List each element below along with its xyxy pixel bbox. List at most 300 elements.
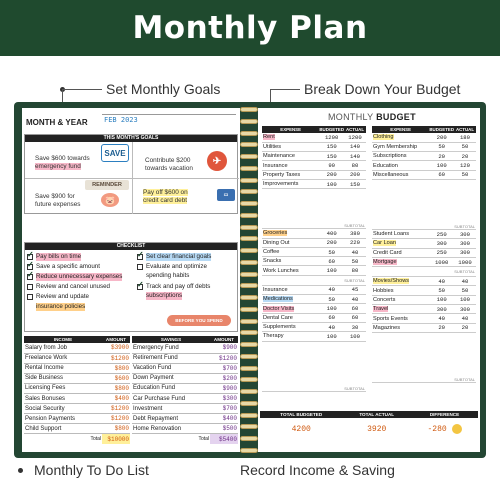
checklist-item-label: spending habits <box>146 272 190 279</box>
budgeted-value: 20 <box>429 323 454 332</box>
row-amount: $1200 <box>102 404 130 414</box>
checklist-item-continued <box>36 303 85 311</box>
budgeted-value: 250 <box>429 229 454 238</box>
budget-row <box>372 305 476 314</box>
save-sticker-text: SAVE <box>104 148 126 158</box>
row-label: Freelance Work <box>24 353 102 363</box>
binding-ring <box>240 342 258 347</box>
expense-name: Insurance <box>262 161 319 170</box>
checkbox-checked[interactable] <box>137 284 143 290</box>
checkbox[interactable] <box>27 294 33 300</box>
expense-highlight: Car Loan <box>373 240 397 247</box>
expense-name: Concerts <box>372 295 429 304</box>
total-budgeted-value: 4200 <box>291 424 311 434</box>
actual-value: 50 <box>454 142 476 151</box>
actual-value: 300 <box>454 239 476 248</box>
budgeted-value: 50 <box>429 142 454 151</box>
binding-ring <box>240 424 258 429</box>
spiral-binding <box>240 104 258 456</box>
expense-name <box>372 305 429 314</box>
expense-name: Work Lunches <box>262 266 319 275</box>
row-label: Emergency Fund <box>132 343 210 353</box>
before-you-spend-text: BEFORE YOU SPEND <box>175 318 223 323</box>
callout-goals: Set Monthly Goals <box>106 81 221 97</box>
subtotal: SUBTOTAL <box>372 332 476 382</box>
row-amount: $700 <box>210 404 238 414</box>
income-rows <box>24 343 130 434</box>
table-row <box>24 373 130 383</box>
budgeted-value: 50 <box>319 247 344 256</box>
binding-ring <box>240 377 258 382</box>
budget-row <box>372 257 476 266</box>
checklist-item[interactable] <box>27 293 89 301</box>
expense-header: EXPENSE <box>372 126 429 133</box>
budgeted-value: 60 <box>319 313 344 322</box>
goal-3-text: Save $900 for <box>35 193 75 200</box>
row-amount: $800 <box>102 363 130 373</box>
checklist-item-label: subscriptions <box>146 292 183 299</box>
budgeted-value: 100 <box>429 295 454 304</box>
binding-ring <box>240 201 258 206</box>
goal-3 <box>35 193 99 209</box>
total-actual-value: 3920 <box>367 424 387 434</box>
budget-row <box>372 286 476 295</box>
actual-value: 50 <box>454 170 476 179</box>
expense-highlight: Clothing <box>373 134 394 141</box>
budget-row <box>262 313 366 322</box>
budget-group <box>372 133 476 179</box>
budget-row <box>262 266 366 275</box>
table-row <box>132 424 238 434</box>
table-row <box>24 414 130 424</box>
budgeted-value: 300 <box>429 239 454 248</box>
row-label: Sales Bonuses <box>24 393 102 403</box>
subtotal: SUBTOTAL <box>262 275 366 285</box>
expense-name: Magazines <box>372 323 429 332</box>
checklist-item-label: Review and cancel unused <box>36 283 110 290</box>
budget-row <box>372 248 476 257</box>
left-page <box>22 108 240 452</box>
actual-value: 1000 <box>454 257 476 266</box>
row-label: Rental Income <box>24 363 102 373</box>
actual-header: ACTUAL <box>345 127 365 132</box>
binding-ring <box>240 448 258 453</box>
checklist-item[interactable] <box>137 263 207 271</box>
row-label: Investment <box>132 404 210 414</box>
savings-total-label: Total <box>198 436 209 443</box>
row-label: Salary from Job <box>24 343 102 353</box>
binding-ring <box>240 225 258 230</box>
expense-name: Student Loans <box>372 229 429 238</box>
budget-row <box>262 170 366 179</box>
expense-name <box>372 277 429 286</box>
table-row <box>132 373 238 383</box>
save-sticker <box>101 144 129 162</box>
binding-ring <box>240 154 258 159</box>
monthly-budget-title <box>328 112 416 122</box>
row-amount: $600 <box>102 373 130 383</box>
budget-row <box>262 257 366 266</box>
binding-ring <box>240 330 258 335</box>
checklist-box <box>24 242 238 332</box>
actual-value: 20 <box>454 152 476 161</box>
budgeted-value: 100 <box>319 304 344 313</box>
expense-highlight: Rent <box>263 134 275 141</box>
budgeted-value: 50 <box>429 286 454 295</box>
expense-name: Property Taxes <box>262 170 319 179</box>
expense-name: Coffee <box>262 247 319 256</box>
actual-value: 140 <box>344 142 366 151</box>
actual-value: 40 <box>454 277 476 286</box>
budget-row <box>372 152 476 161</box>
actual-value: 300 <box>454 305 476 314</box>
budgeted-value: 150 <box>319 152 344 161</box>
checklist-item-continued <box>146 272 189 280</box>
budgeted-value: 40 <box>319 285 344 294</box>
expense-highlight: Mortgage <box>373 259 397 266</box>
subtotal: SUBTOTAL <box>372 179 476 229</box>
row-amount: $700 <box>210 363 238 373</box>
budgeted-value: 100 <box>319 266 344 275</box>
budgeted-value: 300 <box>429 305 454 314</box>
piggy-sticker: 🐷 <box>101 193 119 207</box>
binding-ring <box>240 166 258 171</box>
binding-ring <box>240 295 258 300</box>
binding-ring <box>240 436 258 441</box>
budgeted-value: 100 <box>429 161 454 170</box>
budget-row <box>372 133 476 142</box>
actual-value: 100 <box>344 332 366 341</box>
reminder-sticker <box>85 180 129 190</box>
budget-row <box>262 304 366 313</box>
row-amount: $200 <box>210 373 238 383</box>
income-table <box>24 336 130 444</box>
income-amount-header: AMOUNT <box>102 336 130 343</box>
expense-highlight: Movies/Shows <box>373 278 410 285</box>
actual-header: ACTUAL <box>455 127 475 132</box>
title-banner <box>0 0 500 56</box>
expense-highlight: Medications <box>263 296 293 303</box>
budget-column-1 <box>262 126 366 392</box>
checklist-item-label: insurance policies <box>36 303 86 310</box>
actual-value: 150 <box>344 179 366 188</box>
actual-value: 380 <box>344 229 366 238</box>
expense-name: Utilities <box>262 142 319 151</box>
checkbox[interactable] <box>137 264 143 270</box>
income-total: $10000 <box>102 434 130 444</box>
table-row <box>24 353 130 363</box>
budget-column-2 <box>372 126 476 383</box>
expense-name <box>262 133 319 142</box>
subtotal: SUBTOTAL <box>262 341 366 391</box>
expense-name: Credit Card <box>372 248 429 257</box>
budgeted-value: 20 <box>429 152 454 161</box>
actual-value: 20 <box>454 323 476 332</box>
budgeted-value: 100 <box>319 179 344 188</box>
actual-value: 140 <box>344 152 366 161</box>
checkbox[interactable] <box>27 284 33 290</box>
month-year-label: MONTH & YEAR <box>26 118 88 127</box>
row-amount: $3900 <box>102 343 130 353</box>
row-label: Home Renovation <box>132 424 210 434</box>
row-label: Licensing Fees <box>24 383 102 393</box>
budget-row <box>262 295 366 304</box>
expense-highlight: Doctor Visits <box>263 305 295 312</box>
actual-value: 30 <box>344 322 366 331</box>
binding-ring <box>240 178 258 183</box>
table-row <box>132 404 238 414</box>
before-you-spend-sticker <box>167 315 231 326</box>
expense-name <box>262 295 319 304</box>
budget-row <box>372 170 476 179</box>
goal-1-highlight: emergency fund <box>35 163 81 170</box>
expense-name: Miscellaneous <box>372 170 429 179</box>
goal-3-text-2: future expenses <box>35 201 81 208</box>
budgeted-value: 200 <box>429 133 454 142</box>
income-header: INCOME <box>24 336 102 343</box>
expense-name: Maintenance <box>262 152 319 161</box>
binding-ring <box>240 142 258 147</box>
expense-name <box>262 229 319 238</box>
actual-value: 80 <box>344 161 366 170</box>
table-row <box>132 393 238 403</box>
binding-ring <box>240 236 258 241</box>
binding-ring <box>240 307 258 312</box>
goals-callout-line <box>62 89 102 90</box>
checkbox-checked[interactable] <box>137 254 143 260</box>
expense-header: EXPENSE <box>262 126 319 133</box>
table-row <box>132 363 238 373</box>
checklist-item[interactable] <box>27 263 100 271</box>
expense-name <box>372 257 429 266</box>
expense-name: Education <box>372 161 429 170</box>
row-label: Retirement Fund <box>132 353 210 363</box>
budgeted-value: 200 <box>319 238 344 247</box>
actual-value: 60 <box>344 304 366 313</box>
binding-ring <box>240 260 258 265</box>
expense-name: Gym Membership <box>372 142 429 151</box>
budget-row <box>372 142 476 151</box>
actual-value: 45 <box>344 285 366 294</box>
budgeted-value: 40 <box>429 277 454 286</box>
budget-row <box>262 238 366 247</box>
budgeted-value: 400 <box>319 229 344 238</box>
table-row <box>132 383 238 393</box>
checklist-item-label: Evaluate and optimize <box>146 263 207 270</box>
binding-ring <box>240 248 258 253</box>
budget-row <box>262 229 366 238</box>
reminder-sticker-text: REMINDER <box>92 182 122 188</box>
savings-rows <box>132 343 238 434</box>
budget-row <box>262 133 366 142</box>
row-amount: $500 <box>210 424 238 434</box>
table-row <box>132 343 238 353</box>
actual-value: 100 <box>454 295 476 304</box>
title-budget: BUDGET <box>376 112 416 122</box>
expense-name <box>372 133 429 142</box>
expense-name: Sports Events <box>372 314 429 323</box>
budget-row <box>262 332 366 341</box>
table-row <box>24 424 130 434</box>
goals-box <box>24 134 238 214</box>
actual-value: 60 <box>344 313 366 322</box>
budget-row <box>262 179 366 188</box>
budget-group <box>262 285 366 341</box>
row-amount: $400 <box>102 393 130 403</box>
callout-todo: Monthly To Do List <box>34 462 149 478</box>
budget-row <box>372 229 476 238</box>
expense-highlight: Groceries <box>263 230 288 237</box>
row-label: Social Security <box>24 404 102 414</box>
budget-row <box>262 142 366 151</box>
actual-value: 300 <box>454 248 476 257</box>
checklist-item-label: Review and update <box>36 293 89 300</box>
table-row <box>132 353 238 363</box>
checklist-item[interactable] <box>27 253 81 261</box>
actual-value: 50 <box>454 286 476 295</box>
row-amount: $900 <box>210 383 238 393</box>
checklist-item-continued <box>146 292 182 300</box>
checklist-header: CHECKLIST <box>25 243 237 250</box>
budgeted-value: 1200 <box>319 133 344 142</box>
budgeted-header: BUDGETED <box>429 127 454 132</box>
table-row <box>24 404 130 414</box>
budgeted-value: 40 <box>319 322 344 331</box>
checklist-item[interactable] <box>27 283 110 291</box>
binding-ring <box>240 189 258 194</box>
checklist-item-label: Track and pay off debts <box>146 283 211 290</box>
goal-4-highlight: credit card debt <box>143 197 188 204</box>
row-amount: $1200 <box>102 353 130 363</box>
actual-value: 40 <box>344 247 366 256</box>
actual-value: 40 <box>344 295 366 304</box>
goals-divider-h <box>25 178 239 179</box>
row-label: Pension Payments <box>24 414 102 424</box>
budget-row <box>262 161 366 170</box>
table-row <box>132 414 238 424</box>
row-amount: $800 <box>102 383 130 393</box>
budget-row <box>262 322 366 331</box>
row-label: Down Payment <box>132 373 210 383</box>
budgeted-header: BUDGETED <box>319 127 344 132</box>
row-label: Vacation Fund <box>132 363 210 373</box>
checklist-item[interactable] <box>137 283 210 291</box>
binding-ring <box>240 272 258 277</box>
actual-value: 120 <box>454 161 476 170</box>
expense-name: Improvements <box>262 179 319 188</box>
row-amount: $1200 <box>210 353 238 363</box>
budgeted-value: 150 <box>319 142 344 151</box>
actual-value: 220 <box>344 238 366 247</box>
smile-sticker <box>452 424 462 434</box>
total-budgeted-header: TOTAL BUDGETED <box>260 411 342 418</box>
budgeted-value: 1000 <box>429 257 454 266</box>
budgeted-value: 100 <box>319 332 344 341</box>
actual-value: 40 <box>454 314 476 323</box>
difference-header: DIFFERENCE <box>411 411 478 418</box>
budget-row <box>372 277 476 286</box>
expense-name <box>262 304 319 313</box>
budget-callout-line <box>270 89 300 90</box>
checklist-item[interactable] <box>27 273 122 281</box>
expense-name: Supplements <box>262 322 319 331</box>
goal-2-text: Contribute $200 <box>145 157 191 164</box>
checklist-item-label: Reduce unnecessary expenses <box>36 273 123 280</box>
binding-ring <box>240 366 258 371</box>
checklist-item-label: Set clear financial goals <box>146 253 212 260</box>
budgeted-value: 60 <box>319 257 344 266</box>
actual-value: 1200 <box>344 133 366 142</box>
actual-value: 300 <box>454 229 476 238</box>
binding-ring <box>240 354 258 359</box>
binding-ring <box>240 119 258 124</box>
expense-name: Therapy <box>262 332 319 341</box>
row-amount: $800 <box>102 424 130 434</box>
actual-value: 50 <box>344 257 366 266</box>
binding-ring <box>240 131 258 136</box>
goal-2 <box>145 157 205 173</box>
budget-group <box>262 229 366 275</box>
checklist-item-label: Save a specific amount <box>36 263 100 270</box>
subtotal: SUBTOTAL <box>262 189 366 229</box>
table-row <box>24 363 130 373</box>
table-row <box>24 393 130 403</box>
month-rule <box>102 114 236 115</box>
difference-value <box>411 418 478 440</box>
budget-row <box>372 161 476 170</box>
callout-budget: Break Down Your Budget <box>304 81 461 97</box>
budgeted-value: 90 <box>319 161 344 170</box>
banner-title: Monthly Plan <box>132 10 368 46</box>
binding-ring <box>240 283 258 288</box>
checklist-item[interactable] <box>137 253 211 261</box>
expense-name: Subscriptions <box>372 152 429 161</box>
actual-value: 80 <box>344 266 366 275</box>
budgeted-value: 60 <box>429 170 454 179</box>
goal-4 <box>143 189 215 205</box>
right-page <box>258 108 480 452</box>
budgeted-value: 40 <box>429 314 454 323</box>
expense-name <box>372 239 429 248</box>
budget-group <box>372 229 476 266</box>
savings-total: $5400 <box>210 434 238 444</box>
month-year-value: FEB 2023 <box>104 116 138 124</box>
binding-ring <box>240 389 258 394</box>
budget-row <box>262 152 366 161</box>
budgeted-value: 200 <box>319 170 344 179</box>
binding-ring <box>240 413 258 418</box>
todo-callout-dot <box>18 468 23 473</box>
income-total-label: Total <box>90 436 101 443</box>
row-amount: $400 <box>210 414 238 424</box>
checkbox-checked[interactable] <box>27 274 33 280</box>
savings-amount-header: AMOUNT <box>210 336 238 343</box>
budgeted-value: 50 <box>319 295 344 304</box>
row-amount: $300 <box>210 393 238 403</box>
goals-header: THIS MONTH'S GOALS <box>25 135 237 142</box>
expense-name: Insurance <box>262 285 319 294</box>
row-label: Debt Repayment <box>132 414 210 424</box>
savings-header: SAVINGS <box>132 336 210 343</box>
budgeted-value: 250 <box>429 248 454 257</box>
expense-name: Dining Out <box>262 238 319 247</box>
expense-name: Hobbies <box>372 286 429 295</box>
budget-row <box>372 295 476 304</box>
budget-group <box>372 277 476 333</box>
row-label: Education Fund <box>132 383 210 393</box>
binding-ring <box>240 213 258 218</box>
budget-row <box>372 314 476 323</box>
